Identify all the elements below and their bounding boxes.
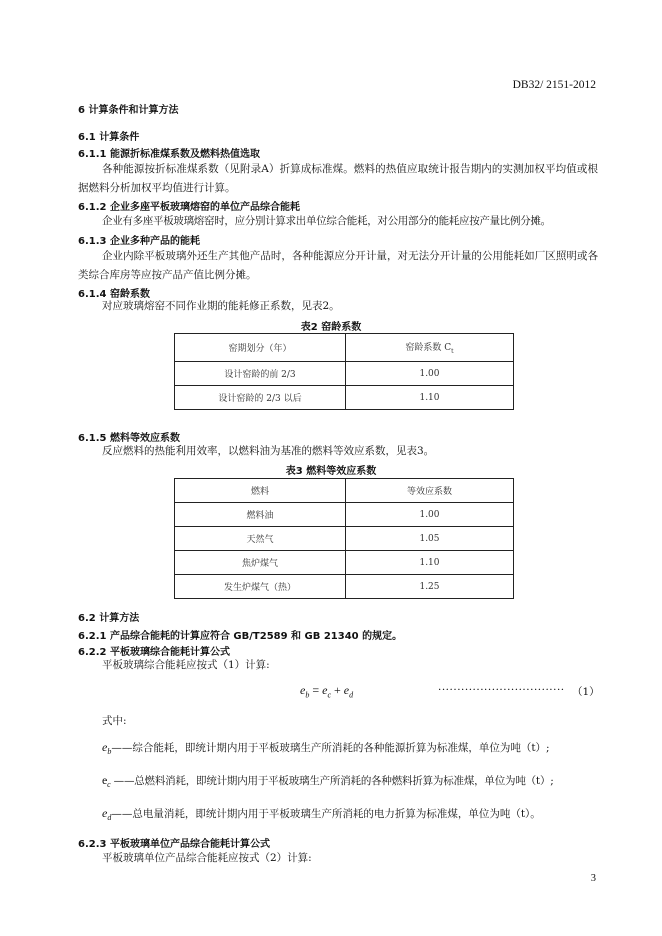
- formula-term-1: e: [322, 683, 328, 697]
- formula-1-number: （1）: [572, 686, 600, 698]
- section-6-1-4-heading: 6.1.4 窑龄系数: [78, 289, 150, 300]
- definition-ed: [102, 804, 541, 827]
- definition-text: ——综合能耗，即统计期内用于平板玻璃生产所消耗的各种能源折算为标准煤，单位为吨（t）;: [111, 742, 550, 754]
- section-6-1-3-body: 企业内除平板玻璃外还生产其他产品时，各种能源应分开计量，对无法分开计量的公用能耗如厂区照明或各类综合库房等应按产品产值比例分摊。: [78, 250, 598, 281]
- symbol: e: [102, 806, 108, 820]
- symbol-subscript: b: [107, 747, 112, 757]
- table-cell: 燃料油: [175, 503, 346, 527]
- table-3-caption: 表3 燃料等效应系数: [285, 466, 377, 477]
- symbol: e: [102, 740, 108, 754]
- section-6-1-1-body: 各种能源按折标准煤系数（见附录A）折算成标准煤。燃料的热值应取统计报告期内的实测加权平均值或根据燃料分析加权平均值进行计算。: [78, 163, 598, 194]
- table-cell: 1.25: [346, 575, 514, 599]
- section-6-1-2-body: 企业有多座平板玻璃熔窑时，应分别计算求出单位综合能耗，对公用部分的能耗应按产量比例分摊。: [102, 215, 551, 227]
- table-row: [175, 575, 514, 599]
- table-row: [175, 527, 514, 551]
- formula-1: [300, 683, 353, 699]
- section-6-1-5-body: 反应燃料的热能利用效率，以燃料油为基准的燃料等效应系数，见表3。: [102, 445, 435, 457]
- symbol-subscript: c: [107, 780, 111, 790]
- section-6-2-3-heading: 6.2.3 平板玻璃单位产品综合能耗计算公式: [78, 839, 270, 850]
- table-cell: 1.10: [346, 386, 514, 410]
- table-cell: 焦炉煤气: [175, 551, 346, 575]
- table-cell-subscript: t: [451, 347, 454, 355]
- table-cell: 窑期划分（年）: [175, 334, 346, 362]
- section-6-heading: 6 计算条件和计算方法: [78, 105, 179, 116]
- definition-text: ——总电量消耗，即统计期内用于平板玻璃生产所消耗的电力折算为标准煤，单位为吨（t）。: [111, 808, 541, 820]
- formula-lhs: e: [300, 683, 306, 697]
- formula-lhs-subscript: b: [305, 690, 310, 700]
- table-3: [174, 478, 514, 599]
- section-6-2-2-intro: 平板玻璃综合能耗应按式（1）计算:: [102, 659, 270, 671]
- table-2-caption: 表2 窑龄系数: [300, 322, 362, 333]
- table-row: [175, 503, 514, 527]
- table-cell: 燃料: [175, 479, 346, 503]
- symbol-subscript: d: [107, 813, 112, 823]
- formula-1-leader-dots: ·································: [438, 684, 565, 696]
- symbol: e: [102, 773, 108, 787]
- definition-ec: [102, 771, 554, 794]
- table-cell: [346, 334, 514, 362]
- section-6-1-2-heading: 6.1.2 企业多座平板玻璃熔窑的单位产品综合能耗: [78, 202, 300, 213]
- table-cell: 1.05: [346, 527, 514, 551]
- table-cell: 等效应系数: [346, 479, 514, 503]
- formula-term-2: e: [343, 683, 350, 697]
- table-cell: 1.00: [346, 362, 514, 386]
- table-2: [174, 333, 514, 410]
- section-6-1-heading: 6.1 计算条件: [78, 132, 140, 143]
- table-row: [175, 334, 514, 362]
- table-cell: 1.00: [346, 503, 514, 527]
- formula-term-1-subscript: c: [327, 690, 331, 700]
- definition-eb: [102, 738, 550, 761]
- section-6-2-1-text: 6.2.1 产品综合能耗的计算应符合 GB/T2589 和 GB 21340 的规定。: [78, 631, 403, 642]
- section-6-2-heading: 6.2 计算方法: [78, 613, 140, 624]
- table-row: [175, 362, 514, 386]
- table-cell: 天然气: [175, 527, 346, 551]
- table-cell: 发生炉煤气（热）: [175, 575, 346, 599]
- section-6-1-1-heading: 6.1.1 能源折标准煤系数及燃料热值选取: [78, 149, 260, 160]
- where-label: 式中:: [102, 715, 127, 727]
- table-row: [175, 479, 514, 503]
- table-cell-text: 窑龄系数 C: [405, 343, 452, 354]
- table-row: [175, 551, 514, 575]
- table-row: [175, 386, 514, 410]
- formula-equals: =: [309, 683, 323, 697]
- definition-text: ——总燃料消耗，即统计期内用于平板玻璃生产所消耗的各种燃料折算为标准煤，单位为吨（t）;: [110, 775, 554, 787]
- formula-term-2-subscript: d: [349, 690, 354, 700]
- table-cell: 设计窑龄的 2/3 以后: [175, 386, 346, 410]
- formula-plus: +: [331, 683, 344, 697]
- section-6-2-2-heading: 6.2.2 平板玻璃综合能耗计算公式: [78, 647, 230, 658]
- section-6-1-3-heading: 6.1.3 企业多种产品的能耗: [78, 236, 200, 247]
- table-cell: 设计窑龄的前 2/3: [175, 362, 346, 386]
- document-code: DB32/ 2151-2012: [512, 79, 596, 91]
- section-6-2-3-intro: 平板玻璃单位产品综合能耗应按式（2）计算:: [102, 852, 312, 864]
- section-6-1-5-heading: 6.1.5 燃料等效应系数: [78, 433, 180, 444]
- section-6-1-4-body: 对应玻璃熔窑不同作业期的能耗修正系数，见表2。: [102, 300, 340, 312]
- table-cell: 1.10: [346, 551, 514, 575]
- page-number: 3: [590, 873, 596, 884]
